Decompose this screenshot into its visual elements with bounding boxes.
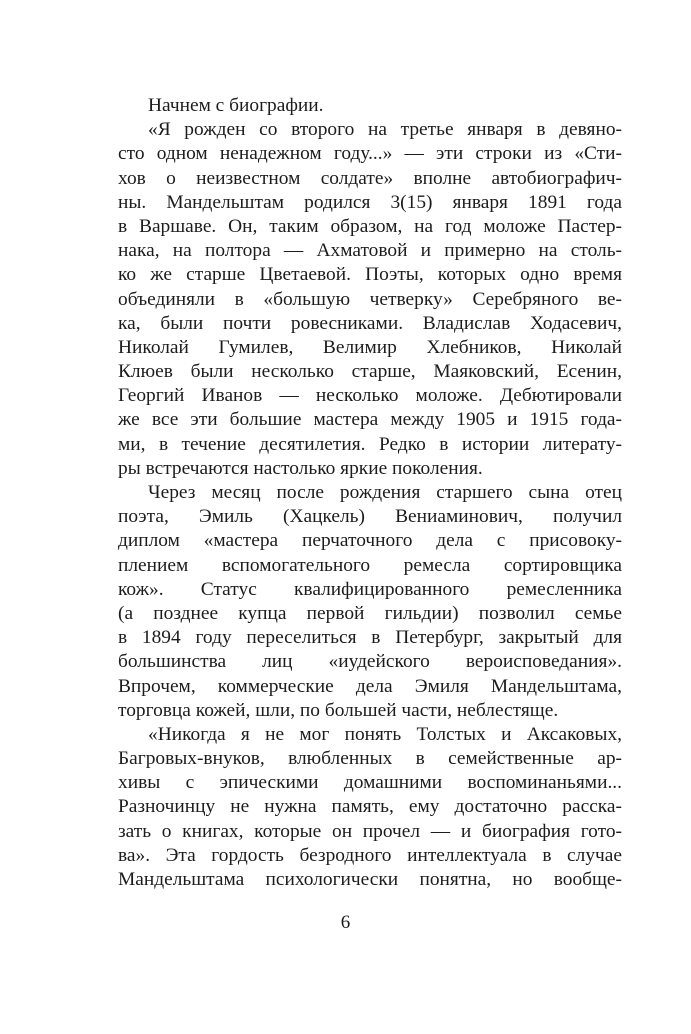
text-line: ры встречаются настолько яркие поколения. xyxy=(118,457,483,479)
text-line: Через месяц после рождения старшего сына отец xyxy=(148,482,622,503)
text-line: нака, на полтора — Ахматовой и примерно на столь- xyxy=(118,240,622,262)
text-line: Клюев были несколько старше, Маяковский, Есенин, xyxy=(118,361,622,383)
text-line: торговца кожей, шли, по большей части, неблестяще. xyxy=(118,699,559,721)
text-line: «Я рожден со второго на третье января в девяно- xyxy=(148,119,622,141)
text-line: кож». Статус квалифицированного ремесленника xyxy=(118,578,622,600)
text-line: ми, в течение десятилетия. Редко в истории литерату- xyxy=(118,433,622,455)
text-line: поэта, Эмиль (Хацкель) Вениаминович, получил xyxy=(118,506,622,528)
text-line: же все эти большие мастера между 1905 и 1915 года- xyxy=(118,409,622,431)
text-line: диплом «мастера перчаточного дела с присовоку- xyxy=(118,530,622,552)
text-line: Разночинцу не нужна память, ему достаточно расска- xyxy=(118,796,622,818)
text-line: сто одном ненадежном году...» — эти строки из «Сти- xyxy=(118,143,622,165)
text-line: Мандельштама психологически понятна, но вообще- xyxy=(118,869,622,890)
body-text xyxy=(118,94,622,892)
text-line: Багровых-внуков, влюбленных в семейственные ар- xyxy=(118,748,622,770)
text-line: хов о неизвестном солдате» вполне автобиографич- xyxy=(118,167,622,189)
text-line: зать о книгах, которые он прочел — и биография гото- xyxy=(118,820,622,842)
text-line: объединяли в «большую четверку» Серебряного ве- xyxy=(118,288,622,310)
text-line: плением вспомогательного ремесла сортировщика xyxy=(118,554,622,576)
text-line: ко же старше Цветаевой. Поэты, которых одно время xyxy=(118,264,622,286)
text-line: «Никогда я не мог понять Толстых и Аксаковых, xyxy=(148,723,622,745)
text-line: в 1894 году переселиться в Петербург, закрытый для xyxy=(118,627,622,649)
text-line: хивы с эпическими домашними воспоминаньями... xyxy=(118,772,622,794)
text-line: Георгий Иванов — несколько моложе. Дебютировали xyxy=(118,385,622,407)
text-line: ны. Мандельштам родился 3(15) января 1891 года xyxy=(118,191,622,213)
text-line: Впрочем, коммерческие дела Эмиля Мандельштама, xyxy=(118,675,622,697)
page-number: 6 xyxy=(340,912,351,933)
text-line: ва». Эта гордость безродного интеллектуала в случае xyxy=(118,844,622,866)
text-line: ка, были почти ровесниками. Владислав Ходасевич, xyxy=(118,312,622,334)
text-line: (а позднее купца первой гильдии) позволил семье xyxy=(118,602,622,624)
text-line: Николай Гумилев, Велимир Хлебников, Николай xyxy=(118,336,622,358)
text-line: большинства лиц «иудейского вероисповедания». xyxy=(118,651,622,673)
text-line: Начнем с биографии. xyxy=(148,95,324,116)
text-line: в Варшаве. Он, таким образом, на год моложе Пастер- xyxy=(118,215,622,237)
